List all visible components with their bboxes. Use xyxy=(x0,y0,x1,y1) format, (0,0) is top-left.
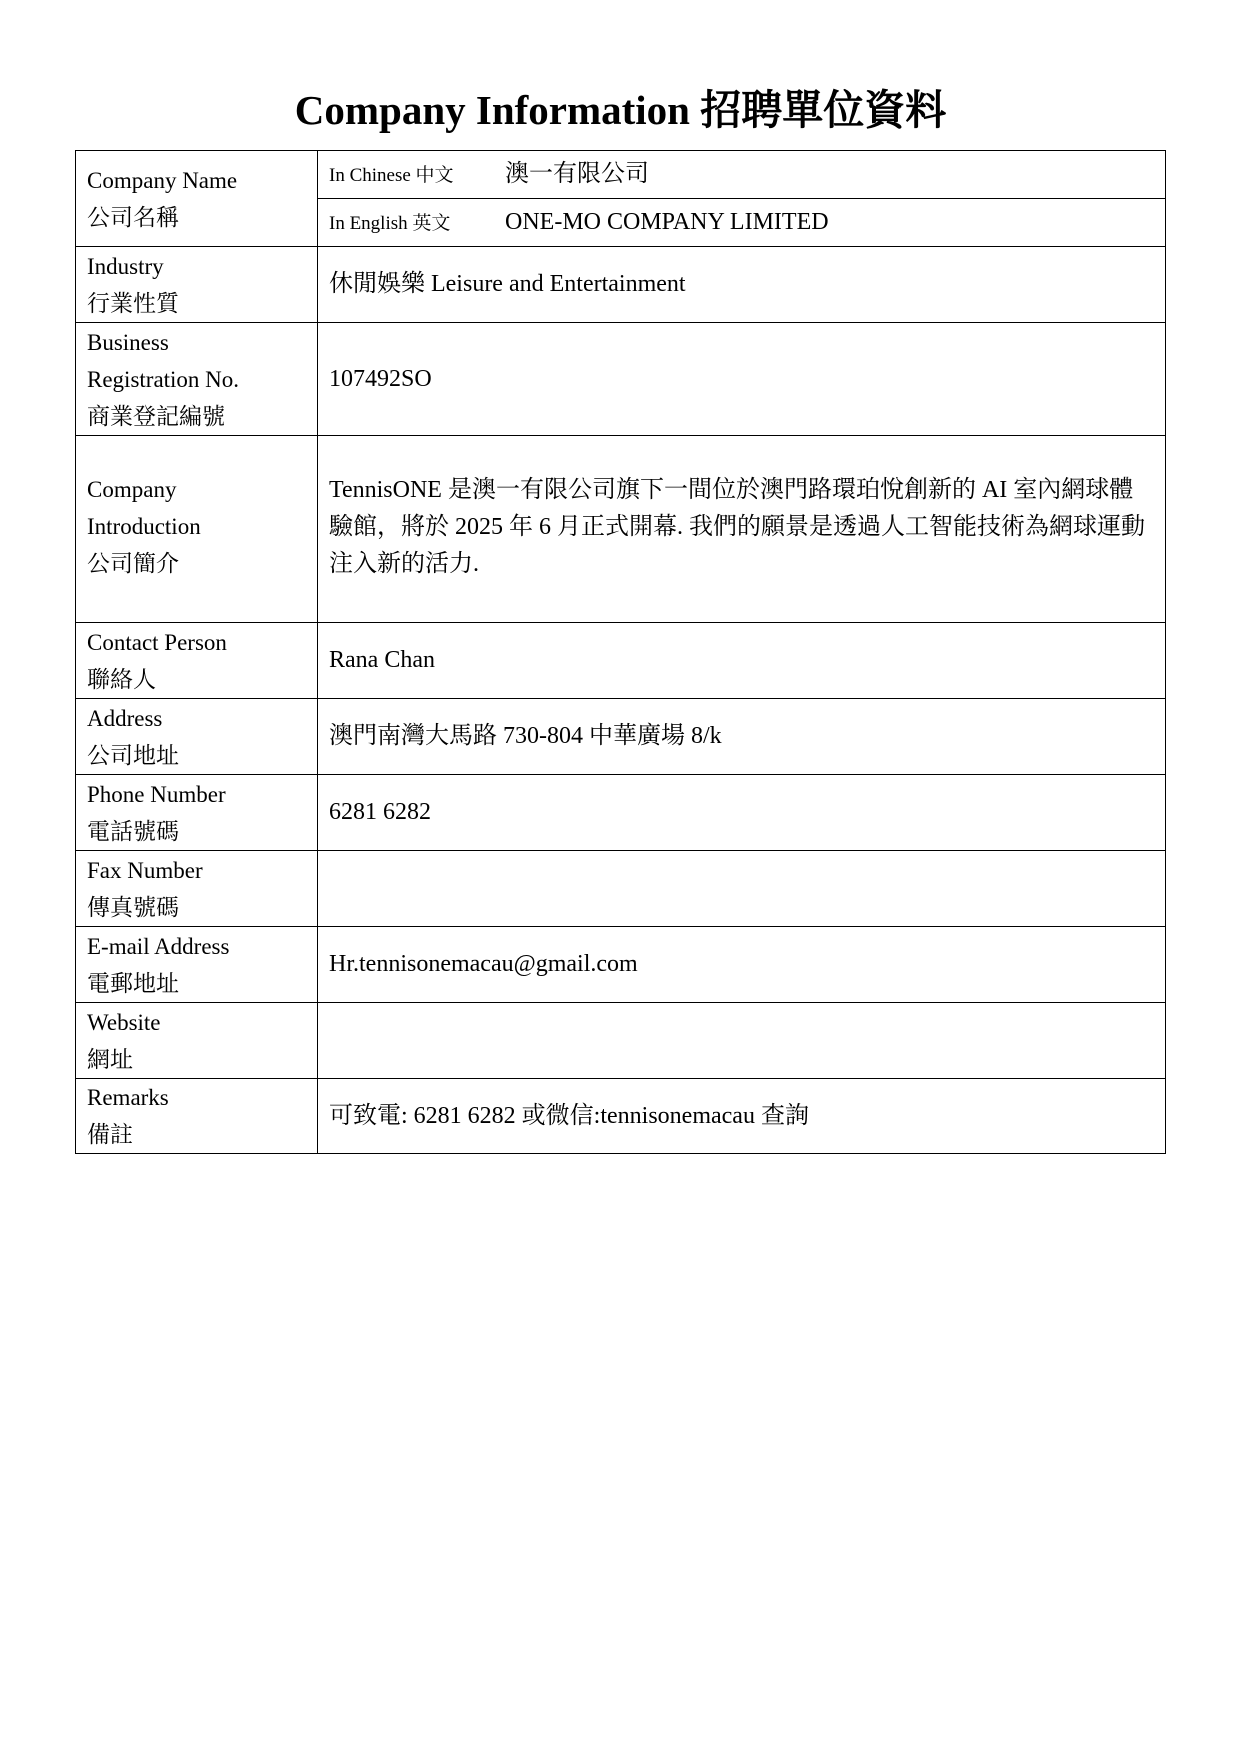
email-address-label xyxy=(76,927,318,1003)
industry-value[interactable]: 休閒娛樂 Leisure and Entertainment xyxy=(318,247,1166,323)
business-registration-label-zh: 商業登記編號 xyxy=(87,403,225,429)
page-title: Company Information 招聘單位資料 xyxy=(294,87,947,133)
company-name-english-sublabel: In English 英文 xyxy=(329,212,451,234)
website-label xyxy=(76,1003,318,1079)
address-value[interactable]: 澳門南灣大馬路 730-804 中華廣場 8/k xyxy=(318,699,1166,775)
address-label-en: Address xyxy=(87,705,163,731)
fax-number-label-zh: 傳真號碼 xyxy=(87,894,179,920)
industry-label-en: Industry xyxy=(87,253,164,279)
contact-person-label-en: Contact Person xyxy=(87,629,227,655)
address-label-zh: 公司地址 xyxy=(87,742,179,768)
company-info-table xyxy=(75,150,1166,1154)
company-name-label-en: Company Name xyxy=(87,167,238,193)
email-address-value[interactable]: Hr.tennisonemacau@gmail.com xyxy=(318,927,1166,1003)
phone-number-label xyxy=(76,775,318,851)
business-registration-value[interactable]: 107492SO xyxy=(318,323,1166,436)
address-label xyxy=(76,699,318,775)
company-introduction-row xyxy=(76,436,1166,623)
company-introduction-label-en-2: Introduction xyxy=(87,513,201,539)
business-registration-label xyxy=(76,323,318,436)
remarks-label-zh: 備註 xyxy=(87,1122,133,1147)
industry-row xyxy=(76,247,1166,323)
contact-person-value[interactable]: Rana Chan xyxy=(318,623,1166,699)
business-registration-label-en-1: Business xyxy=(87,329,169,355)
phone-number-label-en: Phone Number xyxy=(87,781,226,807)
company-introduction-cell[interactable] xyxy=(318,436,1166,623)
remarks-value[interactable]: 可致電: 6281 6282 或微信:tennisonemacau 查詢 xyxy=(318,1079,1166,1154)
industry-label xyxy=(76,247,318,323)
business-registration-label-en-2: Registration No. xyxy=(87,366,240,392)
company-introduction-value: TennisONE 是澳一有限公司旗下一間位於澳門路環珀悅創新的 AI 室內網球體驗館，將於 2025 年 6 月正式開幕. 我們的願景是透過人工智能技術為網球運動注入新的活力. xyxy=(329,476,1145,577)
company-introduction-label-en-1: Company xyxy=(87,476,177,502)
remarks-label-en: Remarks xyxy=(87,1085,169,1110)
phone-number-row xyxy=(76,775,1166,851)
business-registration-row xyxy=(76,323,1166,436)
website-value[interactable] xyxy=(318,1003,1166,1079)
industry-label-zh: 行業性質 xyxy=(87,290,179,316)
remarks-row xyxy=(76,1079,1166,1154)
fax-number-label xyxy=(76,851,318,927)
company-name-chinese-value: 澳一有限公司 xyxy=(505,160,649,187)
email-address-label-en: E-mail Address xyxy=(87,933,230,959)
website-label-en: Website xyxy=(87,1009,161,1035)
website-row xyxy=(76,1003,1166,1079)
fax-number-row xyxy=(76,851,1166,927)
contact-person-row xyxy=(76,623,1166,699)
contact-person-label-zh: 聯絡人 xyxy=(87,666,156,692)
email-address-label-zh: 電郵地址 xyxy=(87,970,179,996)
remarks-label xyxy=(76,1079,318,1154)
phone-number-label-zh: 電話號碼 xyxy=(87,818,179,844)
company-name-chinese-sublabel: In Chinese 中文 xyxy=(329,164,454,186)
company-introduction-label-zh: 公司簡介 xyxy=(87,550,179,576)
company-name-label xyxy=(76,151,318,247)
email-address-row xyxy=(76,927,1166,1003)
fax-number-value[interactable] xyxy=(318,851,1166,927)
company-name-label-zh: 公司名稱 xyxy=(87,204,179,230)
phone-number-value[interactable]: 6281 6282 xyxy=(318,775,1166,851)
company-name-chinese-cell[interactable] xyxy=(318,151,1166,199)
company-introduction-label xyxy=(76,436,318,623)
address-row xyxy=(76,699,1166,775)
company-name-row-chinese xyxy=(76,151,1166,199)
company-name-english-value: ONE-MO COMPANY LIMITED xyxy=(505,208,829,235)
company-name-english-cell[interactable] xyxy=(318,199,1166,247)
contact-person-label xyxy=(76,623,318,699)
fax-number-label-en: Fax Number xyxy=(87,857,203,883)
website-label-zh: 網址 xyxy=(87,1046,133,1072)
